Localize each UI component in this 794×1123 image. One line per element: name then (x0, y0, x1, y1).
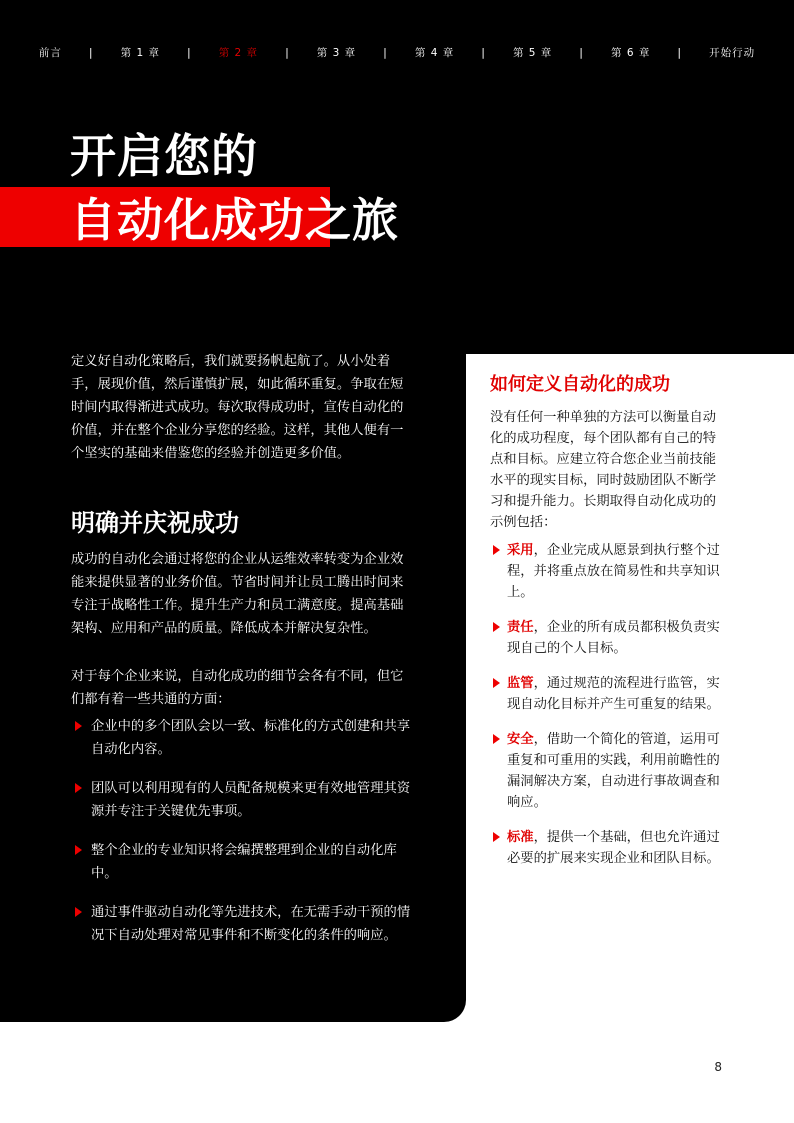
term-label: 责任 (507, 620, 534, 635)
triangle-bullet-icon (493, 678, 500, 688)
list-item (75, 839, 415, 885)
term-description: ，提供一个基础，但也允许通过必要的扩展来实现企业和团队目标。 (507, 830, 720, 866)
term-label: 监管 (507, 676, 534, 691)
triangle-bullet-icon (75, 907, 82, 917)
body-paragraph-2: 对于每个企业来说，自动化成功的细节会各有不同，但它们都有着一些共通的方面： (71, 669, 404, 707)
title-rest-text: 之旅 (305, 193, 399, 247)
nav-separator: | (186, 45, 192, 59)
nav-item-get-started[interactable]: 开始行动 (709, 46, 756, 59)
nav-item-chapter-3[interactable]: 第 3 章 (316, 46, 357, 59)
nav-item-chapter-1[interactable]: 第 1 章 (120, 46, 160, 59)
success-aspects-list (75, 715, 415, 963)
term-description: ，借助一个简化的管道，运用可重复和可重用的实践，利用前瞻性的漏洞解决方案，自动进行事故调查和响应。 (507, 732, 720, 810)
success-examples-list (493, 540, 727, 883)
triangle-bullet-icon (75, 845, 82, 855)
term-label: 安全 (507, 732, 534, 747)
list-item (493, 673, 727, 715)
nav-separator: | (579, 45, 585, 59)
triangle-bullet-icon (75, 783, 82, 793)
section-heading: 明确并庆祝成功 (71, 509, 239, 537)
nav-item-chapter-6[interactable]: 第 6 章 (611, 46, 651, 59)
nav-item-preface[interactable]: 前言 (38, 46, 62, 59)
nav-separator: | (383, 45, 388, 59)
title-line-2 (70, 190, 399, 250)
card-title: 如何定义自动化的成功 (490, 374, 670, 395)
list-item-text: 通过事件驱动自动化等先进技术，在无需手动干预的情况下自动处理对常见事件和不断变化的条件的响应。 (91, 905, 411, 943)
nav-item-chapter-2[interactable]: 第 2 章 (218, 46, 259, 59)
list-item (493, 827, 727, 869)
nav-separator: | (677, 45, 683, 59)
body-paragraph-1: 成功的自动化会通过将您的企业从运维效率转变为企业效能来提供显著的业务价值。节省时间并让员工腾出时间来专注于战略性工作。提升生产力和员工满意度。提高基础架构、应用和产品的质量。降低成本并解决复杂性。 (71, 552, 404, 636)
list-item (493, 729, 727, 813)
chapter-nav (0, 40, 794, 64)
list-item-text: 企业中的多个团队会以一致、标准化的方式创建和共享自动化内容。 (91, 719, 411, 757)
list-item (493, 617, 727, 659)
nav-item-chapter-4[interactable]: 第 4 章 (414, 46, 455, 59)
nav-separator: | (88, 45, 94, 59)
term-label: 采用 (507, 543, 534, 558)
page-number: 8 (714, 1060, 722, 1074)
list-item-text: 团队可以利用现有的人员配备规模来更有效地管理其资源并专注于关键优先事项。 (91, 781, 411, 819)
list-item-text: 整个企业的专业知识将会编撰整理到企业的自动化库中。 (91, 843, 397, 881)
triangle-bullet-icon (493, 832, 500, 842)
term-description: ，企业的所有成员都积极负责实现自己的个人目标。 (507, 620, 720, 656)
intro-paragraph: 定义好自动化策略后，我们就要扬帆起航了。从小处着手，展现价值，然后谨慎扩展，如此循环重复。争取在短时间内取得渐进式成功。每次取得成功时，宣传自动化的价值，并在整个企业分享您的经验。这样，其他人便有一个坚实的基础来借鉴您的经验并创造更多价值。 (71, 354, 404, 461)
term-label: 标准 (507, 830, 534, 845)
triangle-bullet-icon (493, 622, 500, 632)
nav-separator: | (481, 45, 486, 59)
triangle-bullet-icon (493, 734, 500, 744)
card-intro: 没有任何一种单独的方法可以衡量自动化的成功程度，每个团队都有自己的特点和目标。应建立符合您企业当前技能水平的现实目标，同时鼓励团队不断学习和提升能力。长期取得自动化成功的示例包括： (490, 410, 717, 530)
term-description: ，企业完成从愿景到执行整个过程，并将重点放在简易性和共享知识上。 (507, 543, 720, 600)
list-item (493, 540, 727, 603)
triangle-bullet-icon (75, 721, 82, 731)
list-item (75, 901, 415, 947)
title-highlight-text: 自动化成功 (70, 193, 305, 247)
term-description: ，通过规范的流程进行监管，实现自动化目标并产生可重复的结果。 (507, 676, 720, 712)
nav-separator: | (285, 45, 290, 59)
list-item (75, 715, 415, 761)
triangle-bullet-icon (493, 545, 500, 555)
nav-item-chapter-5[interactable]: 第 5 章 (512, 46, 553, 59)
title-line-1: 开启您的 (70, 129, 258, 183)
list-item (75, 777, 415, 823)
page-title (70, 126, 399, 250)
